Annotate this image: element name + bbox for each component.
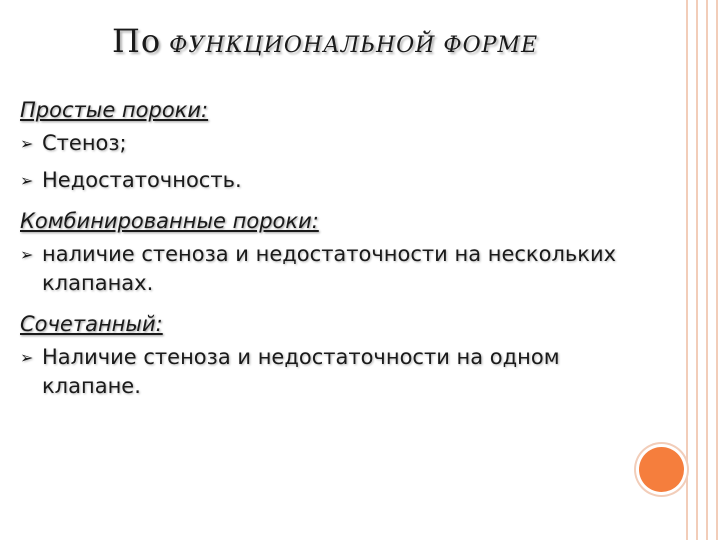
slide-content	[20, 92, 660, 409]
section-heading: Комбинированные пороки:	[20, 209, 319, 233]
list-item-text: Стеноз;	[42, 131, 127, 155]
list-item	[20, 240, 660, 298]
decorative-border-line	[696, 0, 698, 540]
title-first-word: По	[112, 22, 162, 60]
decorative-border-line	[706, 0, 708, 540]
list-item-text: Наличие стеноза и недостаточности на одном клапане.	[42, 345, 560, 398]
arrow-bullet-icon: ➢	[20, 348, 34, 367]
arrow-bullet-icon: ➢	[20, 171, 34, 190]
list-item-text: наличие стеноза и недостаточности на нескольких клапанах.	[42, 242, 617, 295]
arrow-bullet-icon: ➢	[20, 245, 34, 264]
list-item	[20, 129, 660, 158]
arrow-bullet-icon: ➢	[20, 134, 34, 153]
section-heading: Простые пороки:	[20, 98, 209, 122]
decorative-border-line	[686, 0, 688, 540]
decorative-circle	[639, 447, 684, 492]
list-item	[20, 343, 660, 401]
list-item-text: Недостаточность.	[42, 168, 242, 192]
section-heading: Сочетанный:	[20, 312, 163, 336]
list-item	[20, 166, 660, 195]
title-rest: ФУНКЦИОНАЛЬНОЙ ФОРМЕ	[161, 33, 539, 58]
slide-title	[112, 22, 538, 60]
decorative-border-line	[716, 0, 718, 540]
